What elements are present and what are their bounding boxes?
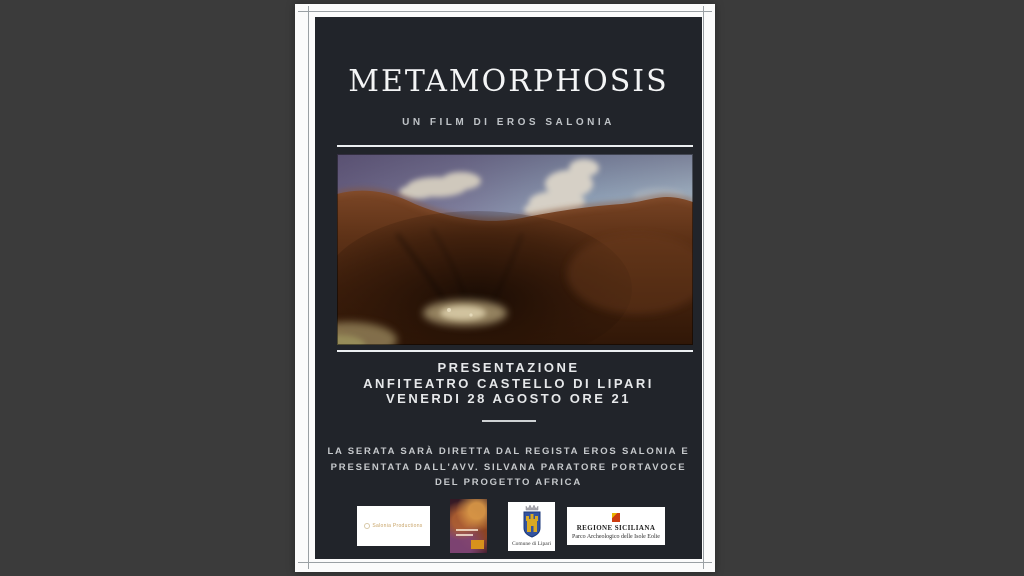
sponsor-logos-row <box>315 498 702 554</box>
event-line-presentazione: PRESENTAZIONE <box>437 360 580 375</box>
event-line-date: VENERDI 28 AGOSTO ORE 21 <box>386 391 631 406</box>
divider-below-photo <box>337 350 693 352</box>
crater-photo <box>337 154 693 345</box>
divider-above-photo <box>337 145 693 147</box>
production-circle-icon <box>364 523 370 529</box>
thumbnail-text-line <box>456 534 473 536</box>
poster-subtitle: UN FILM DI EROS SALONIA <box>402 117 615 128</box>
frame-line-bottom <box>298 562 712 563</box>
frame-line-left <box>308 6 309 569</box>
frame-line-right <box>703 6 704 569</box>
thumbnail-text-line <box>456 529 478 531</box>
mini-divider <box>482 420 536 422</box>
event-details <box>315 360 702 407</box>
frame-line-top <box>298 11 712 12</box>
regione-logo-subtitle: Parco Archeologico delle Isole Eolie <box>572 533 660 540</box>
description-line-3: DEL PROGETTO AFRICA <box>435 477 582 488</box>
description-line-1: LA SERATA SARÀ DIRETTA DAL REGISTA EROS SALONIA E <box>327 446 690 457</box>
lipari-coat-of-arms-icon <box>519 504 545 540</box>
africa-film-poster-thumbnail <box>450 499 487 553</box>
event-line-venue: ANFITEATRO CASTELLO DI LIPARI <box>363 375 654 391</box>
regione-logo-title: REGIONE SICILIANA <box>576 523 656 532</box>
poster-body <box>315 17 702 559</box>
regione-siciliana-logo <box>567 507 665 545</box>
film-poster <box>295 4 715 572</box>
production-logo-label: Salonia Productions <box>372 523 423 529</box>
event-description <box>315 444 702 491</box>
comune-logo-label: Comune di Lipari <box>511 540 552 547</box>
salonia-productions-logo <box>357 506 430 546</box>
sicily-emblem-icon <box>612 513 620 522</box>
crater-photo-illustration <box>337 154 693 345</box>
description-line-2: PRESENTATA DALL'AVV. SILVANA PARATORE PORTAVOCE <box>330 461 687 473</box>
thumbnail-orange-badge <box>471 540 484 549</box>
comune-di-lipari-logo <box>508 502 555 551</box>
poster-title: METAMORPHOSIS <box>348 64 669 99</box>
